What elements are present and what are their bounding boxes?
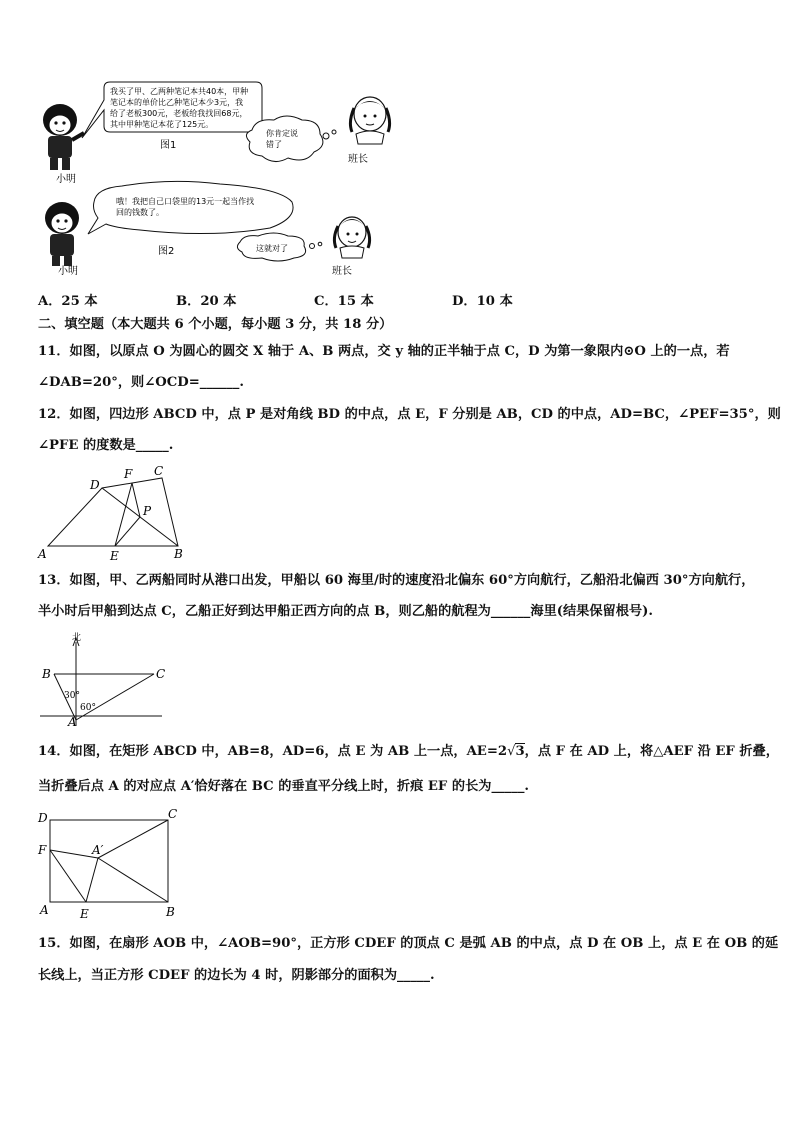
q14-line-2: 当折叠后点 A 的对应点 A′恰好落在 BC 的垂直平分线上时，折痕 EF 的长为_____.: [38, 779, 530, 794]
girl-figure-2: [334, 217, 369, 258]
q14-segment-ac: [98, 820, 168, 858]
q15-line-2: 长线上，当正方形 CDEF 的边长为 4 时，阴影部分的面积为_____.: [38, 968, 435, 983]
q14-segment-ae: [86, 858, 98, 902]
q13-figure: [36, 632, 166, 728]
q13-line-2: 半小时后甲船到达点 C，乙船正好到达甲船正西方向的点 B，则乙船的航程为______海里(结果保留根号).: [38, 604, 653, 619]
q14-label-a: A: [40, 903, 49, 917]
q14-figure: [34, 804, 184, 922]
q14-rectangle: [50, 820, 168, 902]
option-d[interactable]: D．10 本: [452, 294, 513, 309]
q13-label-a: A: [68, 715, 77, 728]
reply-cloud-1: [246, 116, 322, 162]
girl-figure-1: [350, 97, 389, 144]
bubble1-line-4: 其中甲种笔记本花了125元。: [110, 120, 214, 129]
q12-label-d: D: [90, 478, 100, 492]
q11-line-2: ∠DAB=20°，则∠OCD=______.: [38, 375, 244, 390]
q14-label-f: F: [38, 843, 47, 857]
q12-label-a: A: [38, 547, 47, 561]
q12-label-e: E: [110, 549, 119, 562]
q12-figure: [36, 462, 196, 562]
q14-fold-ef: [50, 850, 86, 902]
q14-line-1-part-a: 14．如图，在矩形 ABCD 中，AB=8，AD=6，点 E 为 AB 上一点，AE=2: [38, 744, 508, 759]
q12-label-c: C: [154, 464, 164, 478]
boy-name-2: 小明: [58, 266, 78, 277]
q13-label-c: C: [156, 667, 166, 681]
fig1-caption: 图1: [160, 140, 177, 151]
q12-line-1: 12．如图，四边形 ABCD 中，点 P 是对角线 BD 的中点，点 E，F 分别是 AB，CD 的中点，AD=BC，∠PEF=35°，则: [38, 407, 781, 422]
reply1-line-2: 错了: [266, 140, 282, 149]
q14-label-b: B: [166, 905, 175, 919]
bubble1-line-2: 笔记本的单价比乙种笔记本少3元，我: [110, 98, 244, 107]
q14-label-d: D: [38, 811, 48, 825]
q12-label-f: F: [124, 467, 133, 481]
boy-name-1: 小明: [56, 174, 76, 185]
fig2-caption: 图2: [158, 246, 175, 257]
reply1-line-1: 你肯定说: [266, 129, 298, 138]
q13-label-angle60: 60°: [80, 703, 96, 713]
option-c[interactable]: C．15 本: [314, 294, 374, 309]
q14-label-e: E: [80, 907, 89, 921]
section2-heading: 二、填空题（本大题共 6 个小题，每小题 3 分，共 18 分）: [38, 317, 393, 332]
q14-segment-ab: [98, 858, 168, 902]
q12-line-2: ∠PFE 的度数是_____.: [38, 438, 174, 453]
monitor-name-2: 班长: [332, 266, 352, 277]
q13-label-b: B: [42, 667, 51, 681]
q14-sqrt-value: 3: [515, 744, 525, 759]
q12-quadrilateral: [48, 478, 178, 546]
bubble1-line-1: 我买了甲、乙两种笔记本共40本，甲种: [110, 87, 249, 96]
q14-segment-fa: [50, 850, 98, 858]
sqrt-icon: √: [507, 744, 516, 759]
boy-figure-1: [43, 104, 84, 170]
q14-label-a-prime: A′: [92, 843, 104, 857]
q13-label-angle30: 30°: [64, 691, 80, 701]
q12-label-p: P: [143, 504, 152, 518]
bubble2-line-2: 回的钱数了。: [116, 208, 164, 217]
q14-line-1-part-b: ，点 F 在 AD 上，将△AEF 沿 EF 折叠，: [524, 744, 779, 759]
q15-line-1: 15．如图，在扇形 AOB 中，∠AOB=90°，正方形 CDEF 的顶点 C 是弧 AB 的中点，点 D 在 OB 上，点 E 在 OB 的延: [38, 936, 779, 951]
q14-label-c: C: [168, 807, 178, 821]
q12-label-b: B: [174, 547, 183, 561]
option-b[interactable]: B．20 本: [176, 294, 237, 309]
reply2-text: 这就对了: [256, 244, 288, 253]
comic-figure: [30, 78, 400, 280]
q13-label-north: 北: [72, 633, 82, 643]
q14-line-1: [38, 743, 779, 761]
q13-line-1: 13．如图，甲、乙两船同时从港口出发，甲船以 60 海里/时的速度沿北偏东 60°方向航行，乙船沿北偏西 30°方向航行，: [38, 573, 755, 588]
bubble1-line-3: 给了老板300元，老板给我找回68元，: [110, 109, 248, 118]
q11-line-1: 11．如图，以原点 O 为圆心的圆交 X 轴于 A、B 两点，交 y 轴的正半轴于点 C，D 为第一象限内⊙O 上的一点，若: [38, 344, 730, 359]
option-a[interactable]: A．25 本: [38, 294, 98, 309]
bubble2-line-1: 哦！我把自己口袋里的13元一起当作找: [116, 197, 255, 206]
q13-segment-ac: [76, 674, 154, 720]
monitor-name-1: 班长: [348, 154, 368, 165]
boy-figure-2: [45, 202, 79, 266]
